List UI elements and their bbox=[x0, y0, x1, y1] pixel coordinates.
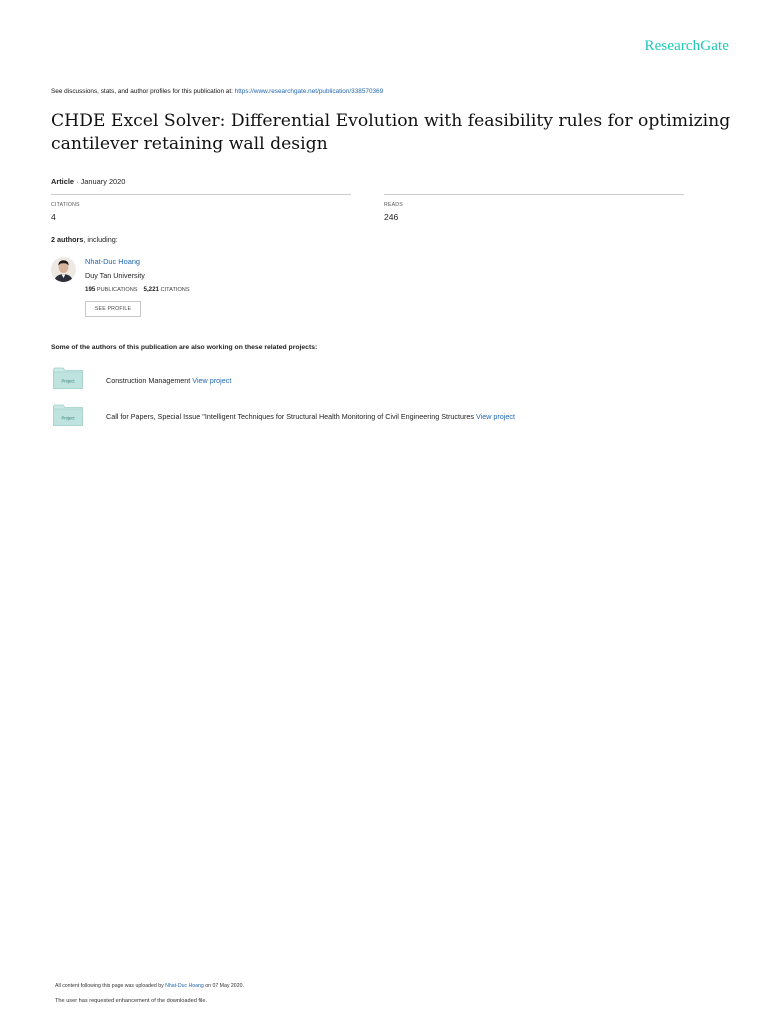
project-folder-icon bbox=[53, 367, 83, 389]
see-profile-button[interactable]: SEE PROFILE bbox=[85, 301, 141, 317]
author-citations-value: 5,221 bbox=[143, 286, 159, 293]
authors-count-bold: 2 authors bbox=[51, 235, 84, 244]
reads-stat bbox=[384, 194, 684, 222]
author-avatar[interactable] bbox=[51, 257, 76, 282]
uploader-link[interactable]: Nhat-Duc Hoang bbox=[165, 983, 204, 989]
researchgate-logo[interactable]: ResearchGate bbox=[644, 38, 729, 54]
author-name-link[interactable]: Nhat-Duc Hoang bbox=[85, 257, 141, 266]
author-citations-label: CITATIONS bbox=[160, 287, 190, 293]
upload-note bbox=[55, 983, 244, 989]
publication-title: CHDE Excel Solver: Differential Evolution with feasibility rules for optimizing cantilever retaining wall design bbox=[51, 111, 731, 154]
publication-type: Article bbox=[51, 177, 75, 186]
reads-value: 246 bbox=[384, 212, 399, 222]
project-folder-label: Project bbox=[61, 415, 75, 421]
person-avatar-icon bbox=[51, 257, 76, 282]
discussion-line bbox=[51, 88, 383, 95]
publication-date: January 2020 bbox=[80, 177, 126, 186]
meta-separator: · bbox=[74, 177, 81, 186]
view-project-link[interactable]: View project bbox=[192, 376, 232, 385]
author-info bbox=[85, 257, 190, 293]
enhancement-note: The user has requested enhancement of the downloaded file. bbox=[55, 998, 208, 1004]
project-title: Call for Papers, Special Issue "Intelligent Techniques for Structural Health Monitoring of Civil Engineering Structures bbox=[106, 412, 476, 421]
citations-label: CITATIONS bbox=[51, 202, 80, 208]
citations-stat bbox=[51, 194, 351, 222]
related-projects-heading: Some of the authors of this publication are also working on these related projects: bbox=[51, 344, 318, 351]
project-folder-icon bbox=[53, 404, 83, 426]
upload-note-prefix: All content following this page was uploaded by bbox=[55, 983, 166, 989]
reads-label: READS bbox=[384, 202, 403, 208]
author-publications-value: 195 bbox=[85, 286, 96, 293]
publication-url-link[interactable]: https://www.researchgate.net/publication/338570369 bbox=[234, 88, 384, 95]
author-publications-label: PUBLICATIONS bbox=[96, 287, 138, 293]
publication-meta bbox=[51, 177, 125, 186]
project-title: Construction Management bbox=[106, 376, 193, 385]
authors-count-rest: , including: bbox=[83, 235, 118, 244]
view-project-link[interactable]: View project bbox=[475, 412, 515, 421]
project-text bbox=[106, 376, 231, 385]
project-text bbox=[106, 412, 515, 421]
discussion-prefix: See discussions, stats, and author profiles for this publication at: bbox=[51, 88, 235, 95]
author-stats bbox=[85, 286, 190, 293]
project-folder-label: Project bbox=[61, 378, 75, 384]
authors-count bbox=[51, 235, 118, 244]
citations-value: 4 bbox=[51, 212, 56, 222]
author-institution: Duy Tan University bbox=[85, 271, 145, 280]
upload-note-suffix: on 07 May 2020. bbox=[203, 983, 244, 989]
